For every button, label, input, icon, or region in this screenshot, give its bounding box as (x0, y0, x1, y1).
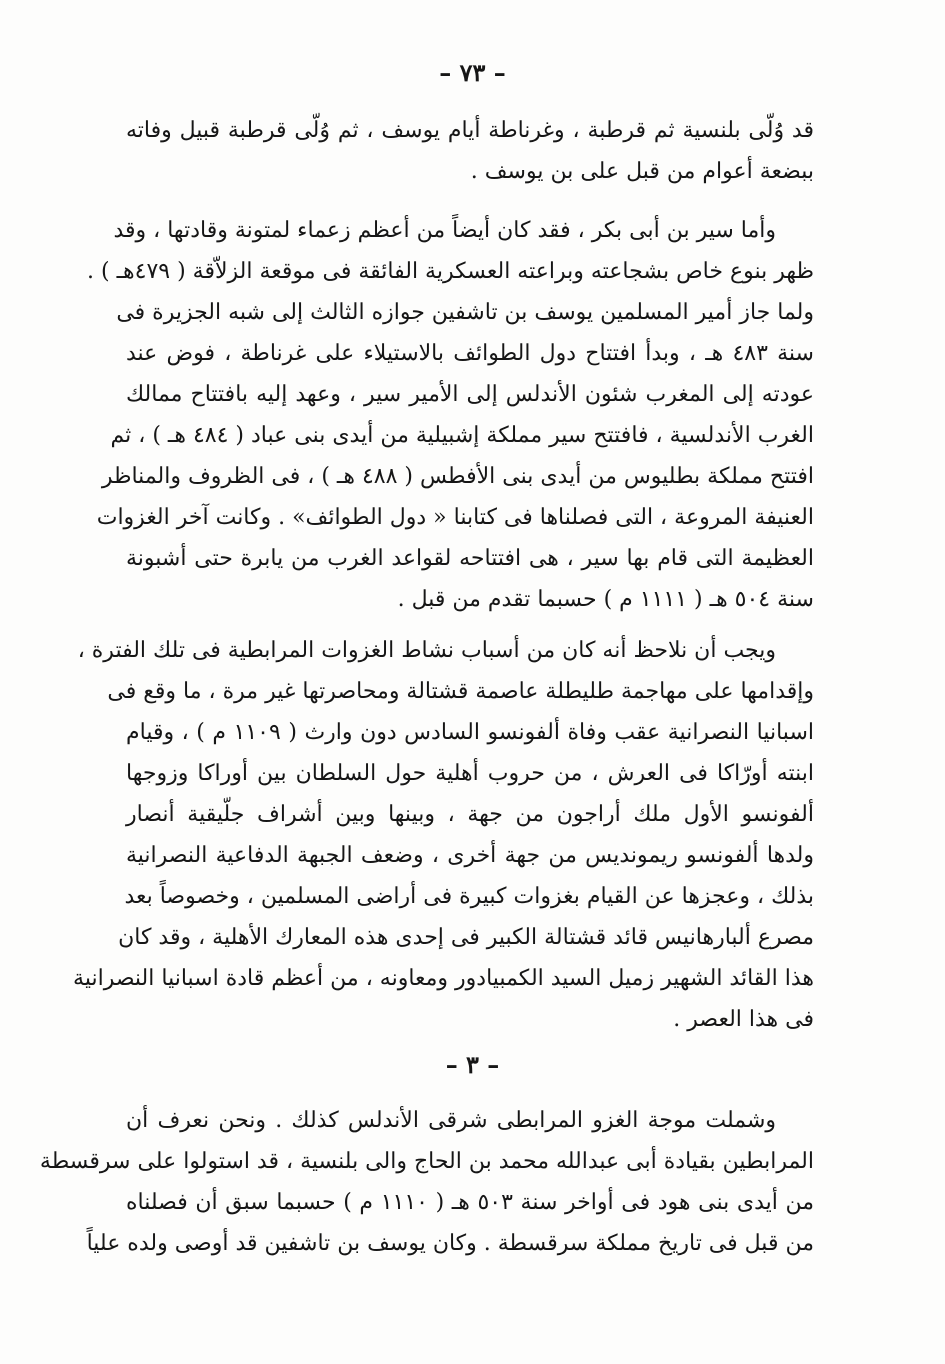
paragraph-1-line: ببضعة أعوام من قبل على بن يوسف . (470, 159, 814, 184)
paragraph-4-line: من أيدى بنى هود فى أواخر سنة ٥٠٣ هـ ( ١١١٠ م ) حسبما سبق أن فصلناه (126, 1190, 815, 1215)
paragraph-3-line: فى هذا العصر . (673, 1007, 814, 1032)
paragraph-3-line: ابنته أورّاكا فى العرش ، من حروب أهلية حول السلطان بين أوراكا وزوجها (126, 761, 814, 786)
paragraph-2-line: سنة ٤٨٣ هـ ، وبدأ افتتاح دول الطوائف بالاستيلاء على غرناطة ، فوض عند (126, 341, 814, 366)
paragraph-2-line: سنة ٥٠٤ هـ ( ١١١١ م ) حسبما تقدم من قبل . (397, 587, 814, 612)
paragraph-3-line: اسبانيا النصرانية عقب وفاة ألفونسو السادس دون وارث ( ١١٠٩ م ) ، وقيام (126, 720, 814, 745)
paragraph-2-line: العنيفة المروعة ، التى فصلناها فى كتابنا « دول الطوائف» . وكانت آخر الغزوات (96, 505, 814, 530)
paragraph-1 (126, 110, 814, 192)
paragraph-2 (87, 210, 814, 620)
paragraph-4-line: المرابطين بقيادة أبى عبدالله محمد بن الحاج والى بلنسية ، قد استولوا على سرقسطة (39, 1149, 814, 1174)
paragraph-4 (39, 1100, 815, 1264)
paragraph-4-line: وشملت موجة الغزو المرابطى شرقى الأندلس كذلك . ونحن نعرف أن (126, 1108, 776, 1133)
paragraph-4-line: من قبل فى تاريخ مملكة سرقسطة . وكان يوسف بن تاشفين قد أوصى ولده علياً (86, 1231, 814, 1256)
page-number: – ٧٣ – (439, 58, 506, 87)
paragraph-3-line: ولدها ألفونسو ريموندیس من جهة أخرى ، وضعف الجبهة الدفاعية النصرانية (126, 843, 814, 868)
paragraph-2-line: افتتح مملكة بطليوس من أيدى بنى الأفطس ( ٤٨٨ هـ ) ، فى الظروف والمناظر (101, 464, 814, 489)
paragraph-3-line: مصرع ألبارهانيس قائد قشتالة الكبير فى إحدى هذه المعارك الأهلية ، وقد كان (118, 925, 814, 950)
paragraph-2-line: عودته إلى المغرب شئون الأندلس إلى الأمير سير ، وعهد إليه بافتتاح ممالك (126, 382, 814, 407)
paragraph-3-line: ويجب أن نلاحظ أنه كان من أسباب نشاط الغزوات المرابطية فى تلك الفترة ، (77, 638, 776, 663)
paragraph-3-line: بذلك ، وعجزها عن القيام بغزوات كبيرة فى أراضى المسلمين ، وخصوصاً بعد (124, 884, 814, 909)
paragraph-1-line: قد وُلّى بلنسية ثم قرطبة ، وغرناطة أيام يوسف ، ثم وُلّى قرطبة قبيل وفاته (126, 118, 814, 143)
paragraph-2-line: وأما سير بن أبى بكر ، فقد كان أيضاً من أعظم زعماء لمتونة وقادتها ، وقد (113, 218, 776, 243)
paragraph-3-line: ألفونسو الأول ملك أراجون من جهة ، وبينها وبين أشراف جلّيقية أنصار (126, 802, 814, 827)
paragraph-3-line: هذا القائد الشهير زميل السيد الكمبيادور ومعاونه ، من أعظم قادة اسبانيا النصرانية (73, 966, 814, 991)
paragraph-3 (73, 630, 814, 1040)
paragraph-2-line: الغرب الأندلسية ، فافتتح سير مملكة إشبيلية من أيدى بنى عباد ( ٤٨٤ هـ ) ، ثم (110, 423, 814, 448)
section-number: – ٣ – (445, 1050, 500, 1079)
paragraph-2-line: العظيمة التى قام بها سير ، هى افتتاحه لقواعد الغرب من يابرة حتى أشبونة (126, 546, 814, 571)
paragraph-2-line: ظهر بنوع خاص بشجاعته وبراعته العسكرية الفائقة فى موقعة الزلاّقة ( ٤٧٩هـ ) . (87, 259, 814, 284)
paragraph-2-line: ولما جاز أمير المسلمين يوسف بن تاشفين جوازه الثالث إلى شبه الجزيرة فى (116, 300, 814, 325)
paragraph-3-line: وإقدامها على مهاجمة طليطلة عاصمة قشتالة ومحاصرتها غير مرة ، ما وقع فى (107, 679, 814, 704)
